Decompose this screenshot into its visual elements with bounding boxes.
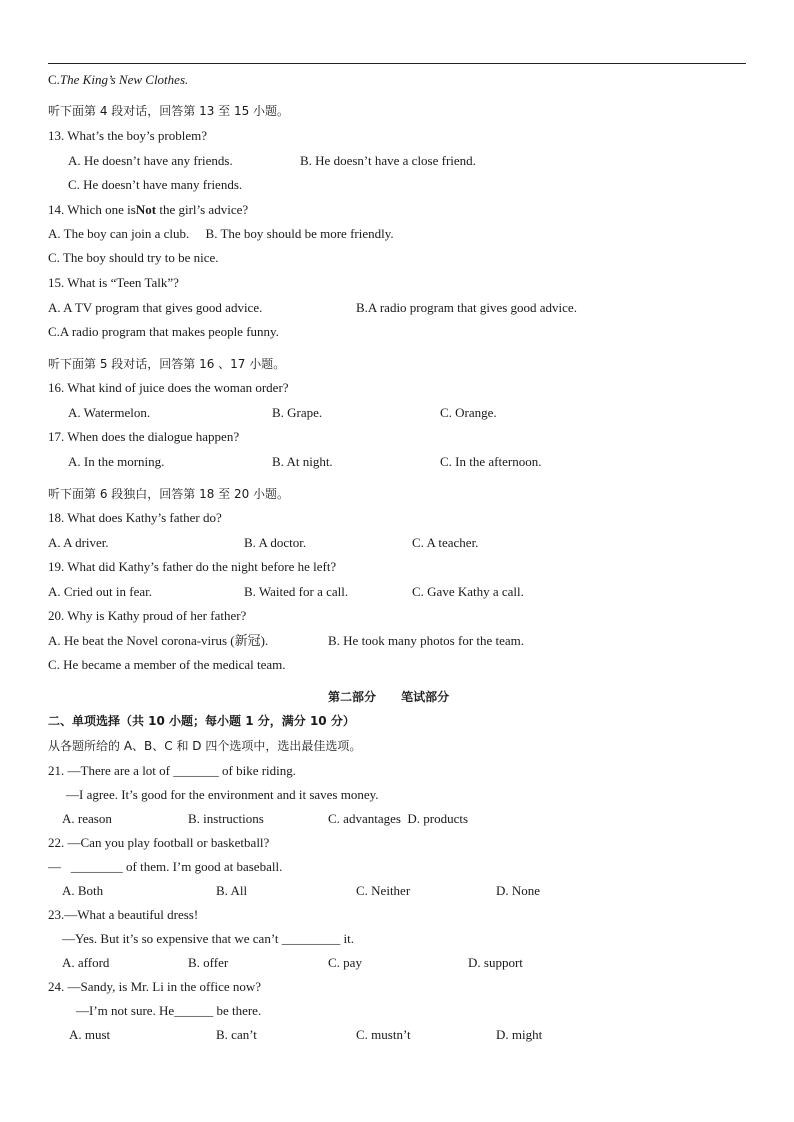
section-6-instruction: 听下面第 6 段独白，回答第 18 至 20 小题。 bbox=[48, 487, 290, 501]
single-choice-heading: 二、单项选择（共 10 小题；每小题 1 分，满分 10 分） bbox=[48, 714, 355, 728]
q21-option-a: A. reason bbox=[62, 811, 112, 826]
question-18: 18. What does Kathy’s father do? bbox=[48, 510, 222, 525]
q14-bold-not: Not bbox=[135, 202, 157, 217]
question-22: 22. —Can you play football or basketball? bbox=[48, 835, 270, 850]
q13-option-b: B. He doesn’t have a close friend. bbox=[300, 153, 476, 168]
q15-option-a: A. A TV program that gives good advice. bbox=[48, 300, 263, 315]
q15-option-c: C.A radio program that makes people funny. bbox=[48, 324, 279, 339]
q22-option-c: C. Neither bbox=[356, 883, 411, 898]
q22-option-a: A. Both bbox=[62, 883, 104, 898]
question-17: 17. When does the dialogue happen? bbox=[48, 429, 240, 444]
q15-option-b: B.A radio program that gives good advice. bbox=[356, 300, 577, 315]
header-rule bbox=[48, 63, 746, 64]
q24-option-a: A. must bbox=[69, 1027, 111, 1042]
q19-option-b: B. Waited for a call. bbox=[244, 584, 349, 599]
q13-option-c: C. He doesn’t have many friends. bbox=[68, 177, 243, 192]
q20-option-b: B. He took many photos for the team. bbox=[328, 633, 525, 648]
q14-options-ab: A. The boy can join a club. B. The boy should be more friendly. bbox=[48, 226, 394, 241]
q22-option-d: D. None bbox=[496, 883, 541, 898]
q17-option-b: B. At night. bbox=[272, 454, 333, 469]
q23-option-c: C. pay bbox=[328, 955, 362, 970]
q24-option-d: D. might bbox=[496, 1027, 543, 1042]
q17-option-c: C. In the afternoon. bbox=[440, 454, 542, 469]
question-23: 23.—What a beautiful dress! bbox=[48, 907, 199, 922]
q20-option-c: C. He became a member of the medical team. bbox=[48, 657, 286, 672]
q22-option-b: B. All bbox=[216, 883, 248, 898]
q16-option-a: A. Watermelon. bbox=[68, 405, 151, 420]
q23-option-d: D. support bbox=[468, 955, 523, 970]
section-5-instruction: 听下面第 5 段对话，回答第 16 、17 小题。 bbox=[48, 357, 286, 371]
section-4-instruction: 听下面第 4 段对话，回答第 13 至 15 小题。 bbox=[48, 104, 290, 118]
question-15: 15. What is “Teen Talk”? bbox=[48, 275, 179, 290]
q22-reply: — ________ of them. I’m good at baseball. bbox=[48, 859, 283, 874]
q23-option-a: A. afford bbox=[62, 955, 110, 970]
q14-option-c: C. The boy should try to be nice. bbox=[48, 250, 219, 265]
q23-reply: —Yes. But it’s so expensive that we can’t _________ it. bbox=[62, 931, 355, 946]
option-c12-title: The King’s New Clothes. bbox=[59, 72, 189, 87]
question-19: 19. What did Kathy’s father do the night before he left? bbox=[48, 559, 337, 574]
q14-text-end: the girl’s advice? bbox=[156, 202, 249, 217]
q17-option-a: A. In the morning. bbox=[68, 454, 165, 469]
q24-option-c: C. mustn’t bbox=[356, 1027, 411, 1042]
q19-option-a: A. Cried out in fear. bbox=[48, 584, 152, 599]
q19-option-c: C. Gave Kathy a call. bbox=[412, 584, 524, 599]
q21-reply: —I agree. It’s good for the environment and it saves money. bbox=[66, 787, 379, 802]
question-14 bbox=[48, 202, 248, 218]
q14-text-start: 14. Which one is bbox=[48, 202, 136, 217]
q13-option-a: A. He doesn’t have any friends. bbox=[68, 153, 233, 168]
option-c12-prefix: C. bbox=[48, 72, 60, 87]
question-21: 21. —There are a lot of _______ of bike riding. bbox=[48, 763, 297, 778]
q24-option-b: B. can’t bbox=[216, 1027, 257, 1042]
q21-options-cd: C. advantages D. products bbox=[328, 811, 469, 826]
question-13: 13. What’s the boy’s problem? bbox=[48, 128, 207, 143]
q16-option-b: B. Grape. bbox=[272, 405, 323, 420]
option-c12 bbox=[48, 72, 188, 88]
q23-option-b: B. offer bbox=[188, 955, 229, 970]
part-two-heading: 第二部分 笔试部分 bbox=[328, 690, 450, 704]
q20-option-a: A. He beat the Novel corona-virus (新冠). bbox=[48, 633, 269, 648]
q18-option-a: A. A driver. bbox=[48, 535, 109, 550]
q21-option-b: B. instructions bbox=[188, 811, 264, 826]
question-16: 16. What kind of juice does the woman order? bbox=[48, 380, 289, 395]
q16-option-c: C. Orange. bbox=[440, 405, 497, 420]
q24-reply: —I’m not sure. He______ be there. bbox=[76, 1003, 262, 1018]
q18-option-c: C. A teacher. bbox=[412, 535, 479, 550]
question-24: 24. —Sandy, is Mr. Li in the office now? bbox=[48, 979, 262, 994]
q18-option-b: B. A doctor. bbox=[244, 535, 307, 550]
question-20: 20. Why is Kathy proud of her father? bbox=[48, 608, 247, 623]
single-choice-instruction: 从各题所给的 A、B、C 和 D 四个选项中，选出最佳选项。 bbox=[48, 739, 362, 753]
